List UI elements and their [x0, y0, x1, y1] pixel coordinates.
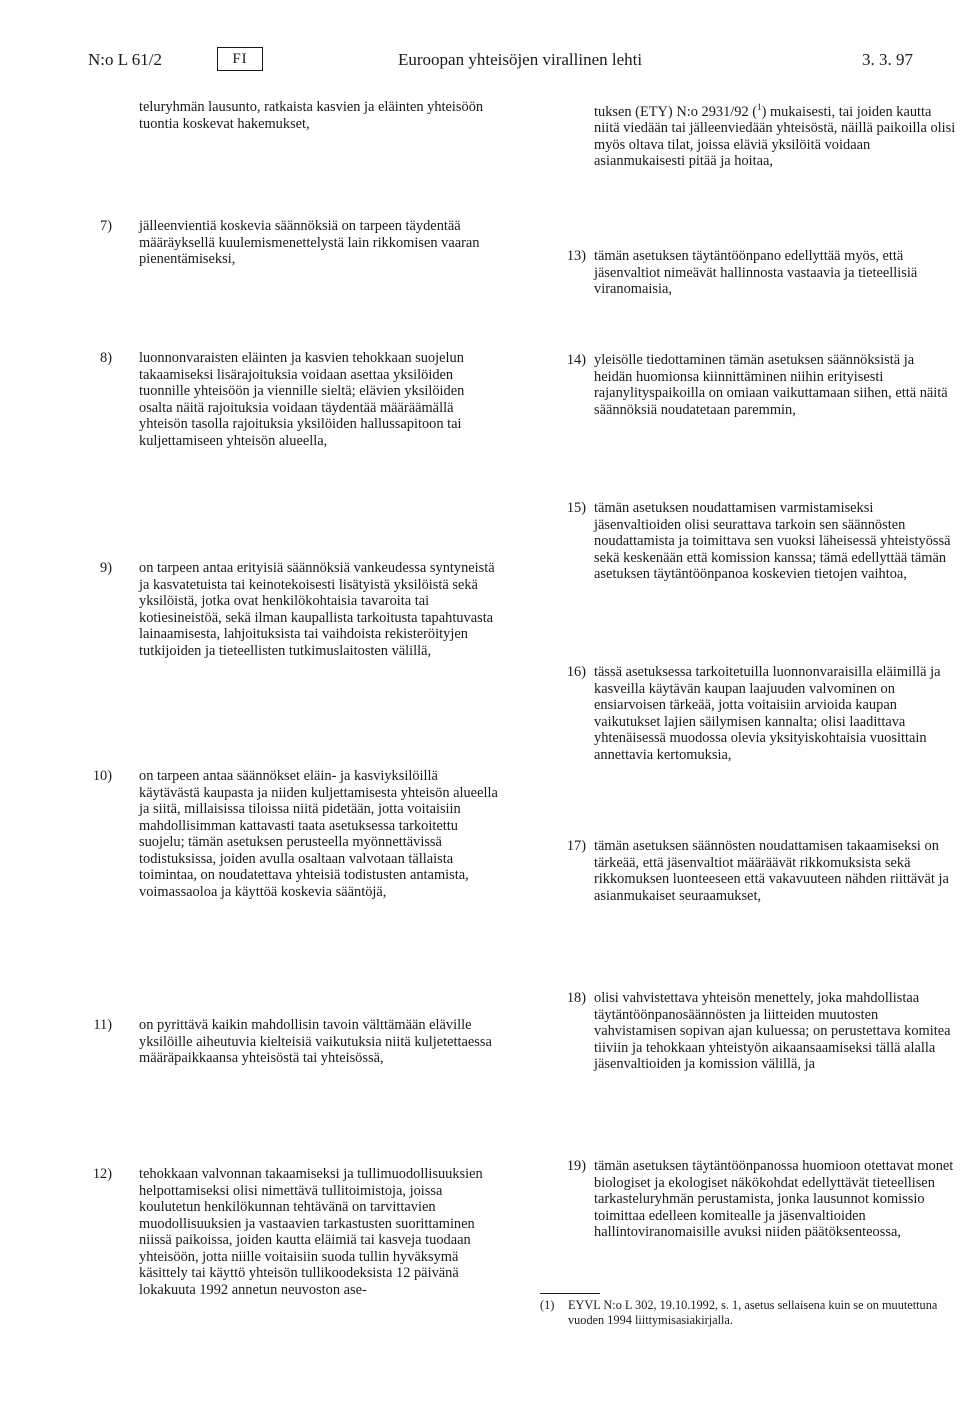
right-intro-paragraph: tuksen (ETY) N:o 2931/92 ($^1$) mukaisesti, tai joiden kautta niitä viedään tai jälleenviedään yhteisöstä, näillä paikoilla olisi myös oltava tilat, joissa eläviä yksilöitä voidaan asianmukaisesti pitää ja hoitaa,	[594, 102, 956, 170]
footnote-mark: (1)	[540, 1298, 555, 1312]
recital-number: 16)	[566, 664, 586, 680]
recital-number: 19)	[566, 1158, 586, 1174]
recital-number: 7)	[100, 218, 112, 234]
page-header	[0, 50, 960, 78]
journal-title: Euroopan yhteisöjen virallinen lehti	[398, 50, 643, 69]
recital-text: tämän asetuksen täytäntöönpano edellyttää myös, että jäsenvaltiot nimeävät hallinnosta vastaavia ja tieteellisiä viranomaisia,	[594, 248, 918, 297]
recital-text: tämän asetuksen täytäntöönpanossa huomioon otettavat monet biologiset ja ekologiset näkökohdat edellyttävät tieteellisen tarkasteluryhmän perustamista, jonka lausunnot komissio toimittaa edelleen komitealle ja jäsenvaltioiden hallintoviranomaisille avuksi niiden päätöksenteossa,	[594, 1158, 954, 1240]
issue-date: 3. 3. 97	[862, 50, 913, 69]
recital-text: yleisölle tiedottaminen tämän asetuksen säännöksistä ja heidän huomionsa kiinnittäminen niihin erityisesti rajanylityspaikoilla on omiaan vaikuttamaan siihen, että näitä säännöksiä noudatetaan paremmin,	[594, 352, 948, 418]
recital-text: luonnonvaraisten eläinten ja kasvien tehokkaan suojelun takaamiseksi lisärajoituksia voidaan asettaa yksilöiden tuonnille yhteisöön ja viennille sieltä; elävien yksilöiden osalta näitä rajoituksia voidaan täydentää määräämällä yhteisön tasolla rajoituksia yksilöiden hallussapitoon tai kuljettamiseen yhteisön alueella,	[139, 350, 465, 449]
recital-number: 11)	[93, 1017, 112, 1033]
recital-number: 15)	[566, 500, 586, 516]
recital-text: jälleenvientiä koskevia säännöksiä on tarpeen täydentää määräyksellä kuulemismenettelystä lain rikkomisen vaaran pienentämiseksi,	[139, 218, 480, 267]
footnote-text: EYVL N:o L 302, 19.10.1992, s. 1, asetus sellaisena kuin se on muutettuna vuoden 1994 liittymisasiakirjalla.	[568, 1298, 938, 1327]
language-code-box: FI	[217, 47, 263, 71]
recital-number: 9)	[100, 560, 112, 576]
recital-text: olisi vahvistettava yhteisön menettely, joka mahdollistaa täytäntöönpanosäännösten ja liitteiden muutosten vahvistamisen sopivan ajan kuluessa; on perustettava komitea tiiviin ja tehokkaan yhteistyön aikaansaamiseksi tällä alalla jäsenvaltioiden ja komission välillä, ja	[594, 990, 951, 1072]
recital-text: tämän asetuksen noudattamisen varmistamiseksi jäsenvaltioiden olisi seurattava tarkoin sen säännösten noudattamista ja toimittava sen vuoksi läheisessä yhteistyössä sekä keskenään että komission kanssa; tämä edellyttää tämän asetuksen täytäntöönpanoa koskevien tietojen vaihtoa,	[594, 500, 951, 582]
recital-text: tehokkaan valvonnan takaamiseksi ja tullimuodollisuuksien helpottamiseksi olisi nimettävä tullitoimistoja, joissa koulutetun henkilökunnan tehtävänä on tarvittavien muodollisuuksien ja vastaavien tarkastusten suorittaminen niissä paikoissa, joiden kautta eläimiä tai kasveja tuodaan yhteisöön, jotta niille voitaisiin suoda tullin hyväksymä käsittely tai käyttö yhteisön tullikoodeksista 12 päivänä lokakuuta 1992 annetun neuvoston ase-	[139, 1166, 483, 1298]
journal-reference: N:o L 61/2	[88, 50, 162, 69]
recital-number: 18)	[566, 990, 586, 1006]
recital-number: 13)	[566, 248, 586, 264]
footnote-divider	[540, 1293, 600, 1294]
recital-text: tässä asetuksessa tarkoitetuilla luonnonvaraisilla eläimillä ja kasveilla käytävän kaupan laajuuden valvominen on ensiarvoisen tärkeää, jotta voitaisiin arvioida kaupan vaikutukset lajien säilymisen kannalta; olisi laadittava yhtenäisessä muodossa olevia yksityiskohtaisia vuosittain annettavia kertomuksia,	[594, 664, 941, 763]
recital-number: 8)	[100, 350, 112, 366]
recital-number: 12)	[92, 1166, 112, 1182]
recital-text: on pyrittävä kaikin mahdollisin tavoin välttämään eläville yksilöille aiheutuvia kielteisiä vaikutuksia niitä kuljetettaessa määräpaikkaansa yhteisöstä tai yhteisössä,	[139, 1017, 492, 1066]
recital-text: on tarpeen antaa erityisiä säännöksiä vankeudessa syntyneistä ja kasvatetuista tai keinotekoisesti lisätyistä yksilöistä sekä yksilöistä, jotka ovat henkilökohtaisia tavaroita tai kotiesineistöä, sekä ilman kaupallista tarkoitusta tapahtuvasta lainaamisesta, lahjoituksista tai vaihdoista rekisteröityjen tutkijoiden ja tieteellisten tutkimuslaitosten välillä,	[139, 560, 495, 659]
recital-number: 14)	[566, 352, 586, 368]
recital-text: tämän asetuksen säännösten noudattamisen takaamiseksi on tärkeää, että jäsenvaltiot määräävät rikkomuksista sekä rikkomuksen luonteeseen että vakavuuteen nähden riittävät ja asianmukaiset seuraamukset,	[594, 838, 949, 904]
footnote-reference: 1	[757, 102, 762, 112]
recital-number: 10)	[92, 768, 112, 784]
left-intro-paragraph: teluryhmän lausunto, ratkaista kasvien ja eläinten yhteisöön tuontia koskevat hakemukset,	[139, 99, 484, 132]
recital-text: on tarpeen antaa säännökset eläin- ja kasviyksilöillä käytävästä kaupasta ja niiden kuljettamisesta yhteisön alueella ja siitä, millaisissa tiloissa niitä pidetään, jotta voitaisiin mahdollisimman kattavasti taata asetuksessa tarkoitettu suojelu; tämän asetuksen perusteella myönnettävissä todistuksissa, joiden avulla osaltaan valvotaan tällaista toimintaa, on noudatettava yhteisiä todistusten antamista, voimassaoloa ja käyttöä koskevia sääntöjä,	[139, 768, 498, 900]
recital-number: 17)	[566, 838, 586, 854]
